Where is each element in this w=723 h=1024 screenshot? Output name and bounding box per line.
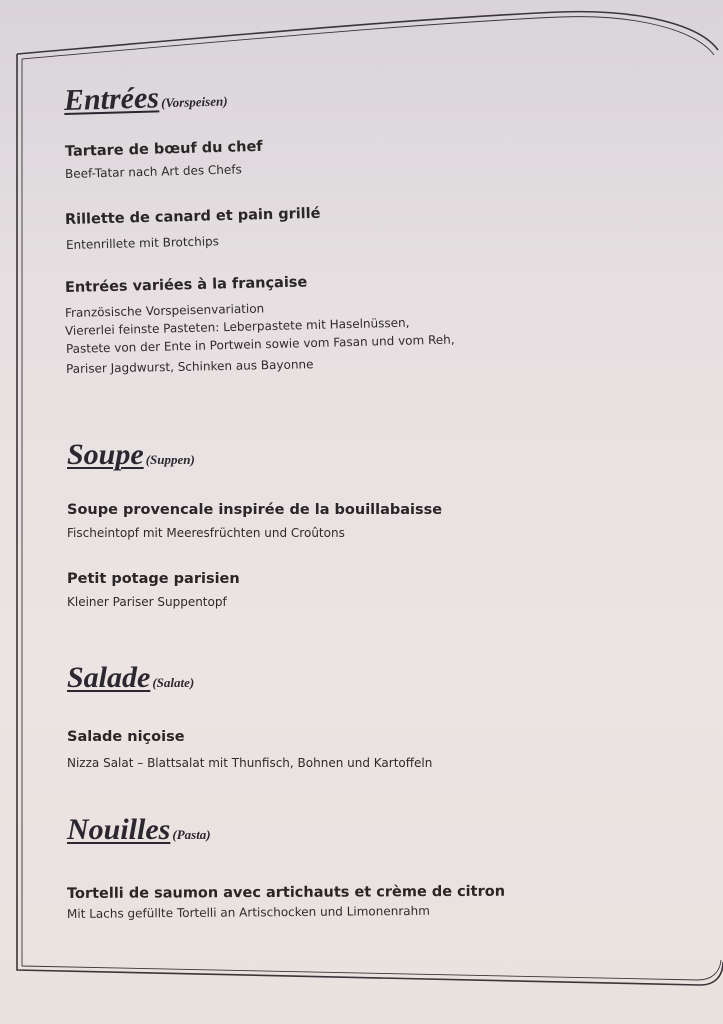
dish-name: Tartare de bœuf du chef (64, 138, 263, 160)
dish-name: Salade niçoise (67, 729, 185, 745)
dish-description: Pastete von der Ente in Portwein sowie vom Fasan und vom Reh, (65, 332, 455, 356)
dish-description: Viererlei feinste Pasteten: Leberpastete mit Haselnüssen, (64, 315, 410, 338)
dish-name: Rillette de canard et pain grillé (64, 205, 321, 228)
dish-description: Fischeintopf mit Meeresfrüchten und Croûtons (67, 526, 345, 540)
dish-description: Französische Vorspeisenvariation (64, 301, 265, 320)
dish-name: Petit potage parisien (67, 571, 240, 587)
section-subtitle-nouilles: (Pasta) (172, 827, 211, 842)
dish-description: Beef-Tatar nach Art des Chefs (64, 162, 242, 181)
dish-description: Entenrillete mit Brotchips (65, 234, 220, 252)
section-subtitle-soupe: (Suppen) (145, 452, 195, 467)
section-subtitle-salade: (Salate) (152, 675, 195, 690)
dish-description: Kleiner Pariser Suppentopf (67, 595, 227, 609)
dish-name: Soupe provencale inspirée de la bouillabaisse (67, 502, 443, 518)
section-title-salade: Salade (Salate) (67, 661, 195, 694)
dish-description: Nizza Salat – Blattsalat mit Thunfisch, Bohnen und Kartoffeln (67, 756, 433, 770)
dish-name: Tortelli de saumon avec artichauts et crème de citron (66, 883, 506, 902)
section-subtitle-entrees: (Vorspeisen) (160, 93, 228, 111)
section-title-entrees: Entrées(Vorspeisen) (63, 81, 228, 117)
dish-name: Entrées variées à la française (64, 274, 308, 296)
section-title-soupe: Soupe (Suppen) (67, 438, 195, 471)
dish-description: Pariser Jagdwurst, Schinken aus Bayonne (65, 357, 314, 376)
dish-description: Mit Lachs gefüllte Tortelli an Artischocken und Limonenrahm (66, 903, 430, 921)
section-title-nouilles: Nouilles (Pasta) (67, 813, 211, 846)
